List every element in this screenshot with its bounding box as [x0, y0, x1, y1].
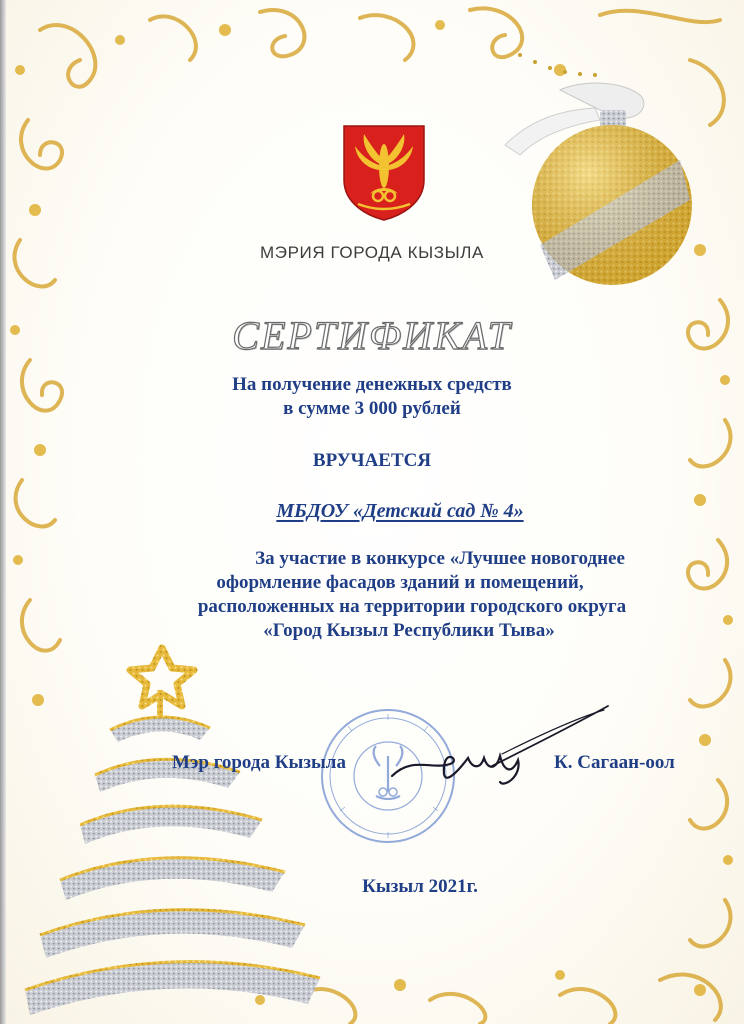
- reason-line-2: оформление фасадов зданий и помещений,: [216, 572, 584, 593]
- signer-title: Мэр города Кызыла: [172, 752, 346, 773]
- signer-name: К. Сагаан-оол: [554, 752, 675, 773]
- recipient-name: МБДОУ «Детский сад № 4»: [276, 500, 524, 522]
- purpose-line-2: в сумме 3 000 рублей: [283, 398, 461, 419]
- city-coat-of-arms-icon: [340, 122, 428, 222]
- organization-name: МЭРИЯ ГОРОДА КЫЗЫЛА: [260, 243, 484, 262]
- star-icon: [130, 648, 194, 706]
- reason-line-4: «Город Кызыл Республики Тыва»: [263, 620, 555, 641]
- certificate-title: СЕРТИФИКАТ: [232, 313, 512, 358]
- reason-line-3: расположенных на территории городского округа: [197, 596, 627, 617]
- reason-line-1: За участие в конкурсе «Лучшее новогоднее: [255, 548, 625, 569]
- awarded-label: ВРУЧАЕТСЯ: [312, 450, 432, 471]
- christmas-tree-icon: [25, 690, 320, 1015]
- place-year: Кызыл 2021г.: [362, 876, 478, 897]
- handwritten-signature: [372, 696, 612, 796]
- purpose-line-1: На получение денежных средств: [232, 374, 512, 395]
